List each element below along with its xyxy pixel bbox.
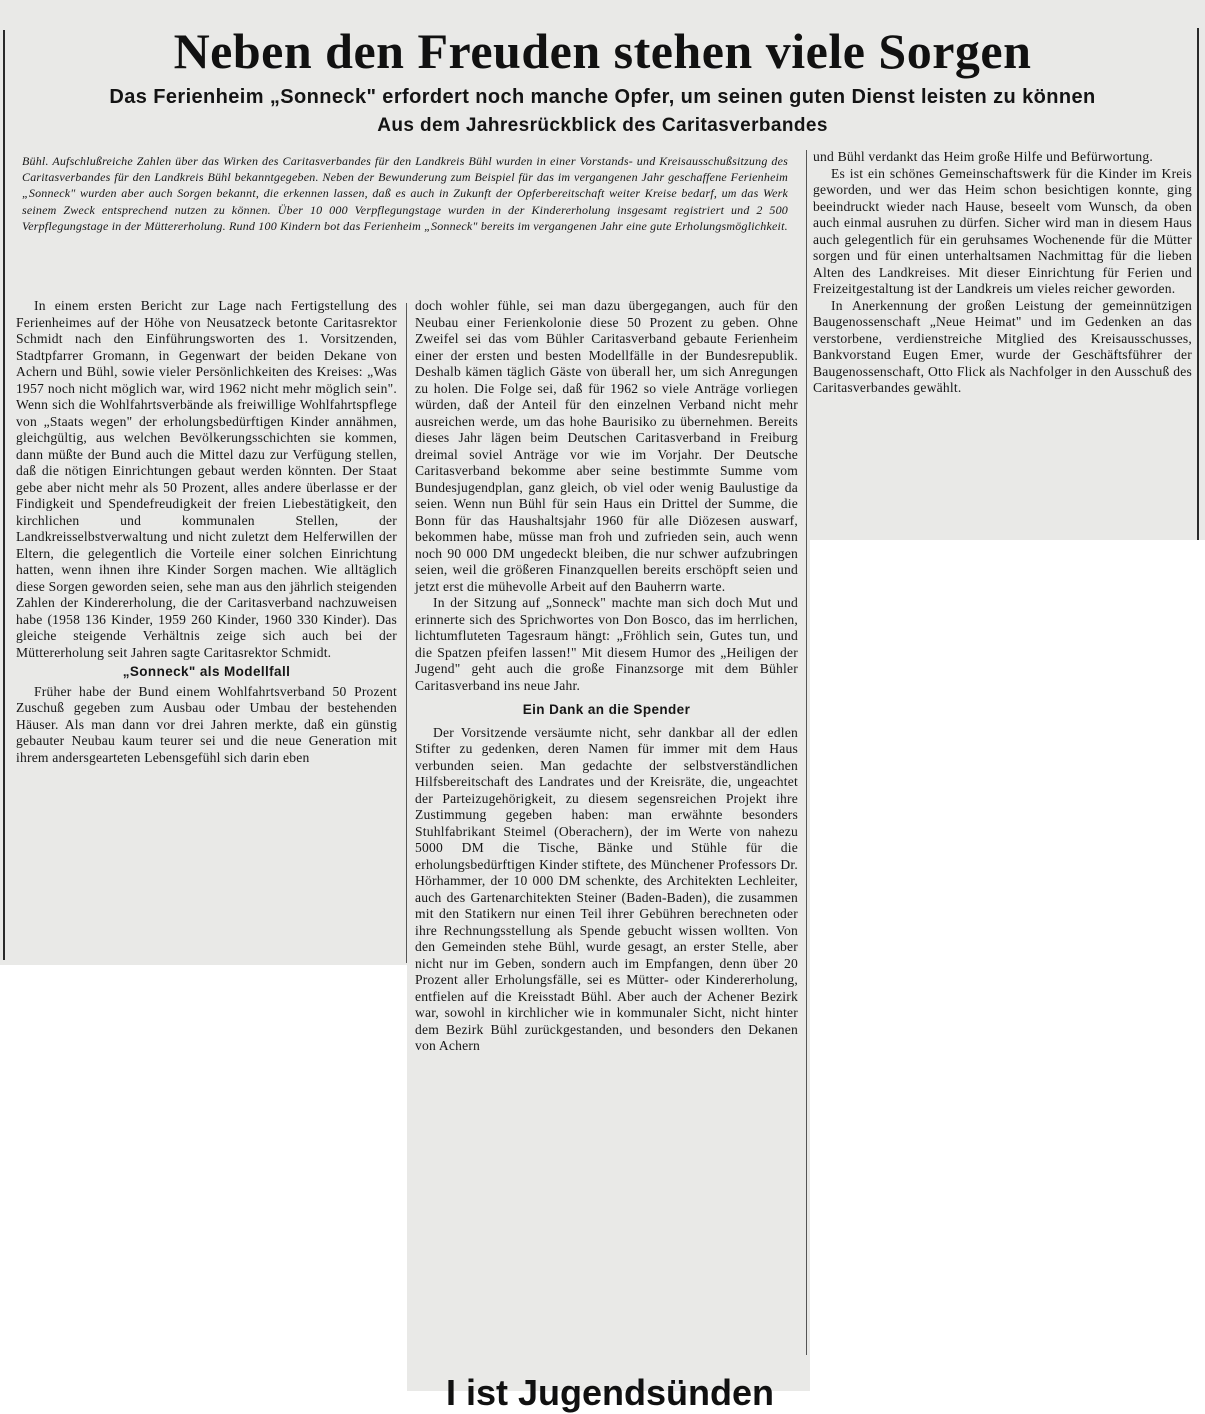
column-2-subhead: Ein Dank an die Spender — [522, 702, 691, 717]
left-border-rule — [3, 30, 5, 960]
column-2 — [415, 298, 798, 1358]
column-3-paragraph-3: In Anerkennung der großen Leistung der gemeinnützigen Baugenossenschaft „Neue Heimat" und im Gedenken an das verstorbene, verdienstreiche Mitglied des Kreisausschusses, Bankvorstand Eugen Emer, wurde der Geschäftsführer der Baugenossenschaft, Otto Flick als Nachfolger in den Ausschuß des Caritasverbandes gewählt. — [813, 297, 1192, 395]
next-article-headline-fragment — [410, 1368, 810, 1413]
article-headline: Neben den Freuden stehen viele Sorgen — [173, 23, 1032, 79]
column-3 — [813, 149, 1192, 534]
column-2-paragraph-3: Der Vorsitzende versäumte nicht, sehr dankbar all der edlen Stifter zu gedenken, deren Namen für immer mit dem Haus verbunden seien. Man gedachte der selbstverständlichen Hilfsbereitschaft des Landrates und der Kreisräte, die, ungeachtet der Parteizugehörigkeit, zu diesem segensreichen Projekt ihre Zustimmung gegeben haben: man erwähnte besonders Stuhlfabrikant Steimel (Oberachern), der im Werte von nahezu 5000 DM die Tische, Bänke und Stühle für die erholungsbedürftigen Kinder stiftete, des Münchener Professors Dr. Hörhammer, der 10 000 DM schenkte, des Architekten Lechleiter, auch des Gartenarchitekten Steiner (Baden-Baden), die zusammen mit den Statikern nur einen Teil ihrer Gebühren berechneten oder ihre Rechnungsstellung als Spende gebucht wissen wollten. Von den Gemeinden stehe Bühl, wurde gesagt, an erster Stelle, aber nicht nur im Geben, sondern auch im Empfangen, denn über 20 Prozent aller Erholungsfälle, sei es Mütter- oder Kindererholung, entfielen auf die Kreisstadt Bühl. Aber auch der Achener Bezirk war, sowohl in kirchlicher wie in kommunaler Sicht, nicht hinter dem Bezirk Bühl zurückgestanden, und besonders den Dekanen von Achern — [415, 724, 798, 1053]
next-article-headline-text: I ist Jugendsünden — [445, 1372, 775, 1413]
column-1 — [16, 298, 397, 958]
column-divider-1 — [406, 303, 407, 963]
article-subheadline: Das Ferienheim „Sonneck" erfordert noch manche Opfer, um seinen guten Dienst leisten zu können — [109, 86, 1096, 108]
column-1-paragraph-1: In einem ersten Bericht zur Lage nach Fertigstellung des Ferienheimes auf der Höhe von Neusatzeck betonte Caritasrektor Schmidt nach den Einführungsworten des 1. Vorsitzenden, Stadtpfarrer Gromann, in Gegenwart der beiden Dekane von Achern und Bühl, sowie vieler Persönlichkeiten des Kreises: „Was 1957 noch nicht möglich war, wird 1962 nicht mehr möglich sein". Wenn sich die Wohlfahrtsverbände als freiwillige Wohlfahrtspflege von „Staats wegen" der erholungsbedürftigen Kinder annähmen, gleichgültig, aus welchen Bevölkerungsschichten sie kommen, dann müßte der Bund auch die Mittel dazu zur Verfügung stellen, daß die nötigen Einrichtungen gebaut werden könnten. Der Staat gebe aber nicht mehr als 50 Prozent, alles andere überlasse er der Findigkeit und Spendefreudigkeit der freien Liebestätigkeit, den kirchlichen und kommunalen Stellen, der Landkreisselbstverwaltung und nicht zuletzt dem Helferwillen der Eltern, die gelegentlich die Vorteile einer solchen Einrichtung hatten, wenn ihnen ihre Kinder Sorgen machen. Wie alltäglich diese Sorgen geworden seien, sehe man aus den jährlich steigenden Zahlen der Kindererholung, die der Caritasverband nachzuweisen habe (1958 136 Kinder, 1959 260 Kinder, 1960 330 Kinder). Das gleiche steigende Verhältnis zeige sich auch bei der Müttererholung seit Jahren sagte Caritasrektor Schmidt. — [16, 298, 397, 660]
article-intro: Bühl. Aufschlußreiche Zahlen über das Wirken des Caritasverbandes für den Landkreis Bühl wurden in einer Vorstands- und Kreisausschußsitzung des Caritasverbandes für den Landkreis Bühl bekanntgegeben. Neben der Bewunderung zum Beispiel für das im vergangenen Jahr geschaffene Ferienheim „Sonneck" wurden aber auch Sorgen bekannt, die erkennen lassen, daß es auch in Zukunft der Opferbereitschaft weiter Kreise bedarf, um das Werk seinem Zweck entsprechend nutzen zu können. Über 10 000 Verpflegungstage wurden in der Kindererholung insgesamt registriert und 2 500 Verpflegungstage in der Müttererholung. Rund 100 Kindern bot das Ferienheim „Sonneck" bereits im vergangenen Jahr eine gute Erholungsmöglichkeit. — [22, 154, 788, 233]
column-2-paragraph-1: doch wohler fühle, sei man dazu übergegangen, auch für den Neubau einer Ferienkolonie diese 50 Prozent zu geben. Ohne Zweifel sei das vom Bühler Caritasverband gebaute Ferienheim einer der ersten und besten Modellfälle in der Bundesrepublik. Deshalb kämen täglich Gäste von überall her, um sich Anregungen zu holen. Die Folge sei, daß für 1962 so viele Anträge vorliegen würden, daß der Anteil für den einzelnen Verband nicht mehr ausreichen werde, um das hohe Baurisiko zu übernehmen. Bereits dieses Jahr lägen beim Deutschen Caritasverband in Freiburg dreimal soviel Anträge vor wie im Vorjahr. Der Deutsche Caritasverband bekomme aber seine bestimmte Summe vom Bundesjugendplan, ganz gleich, ob viel oder wenig Baulustige da seien. Wenn nun Bühl für sein Haus ein Drittel der Summe, die Bonn für das Haushaltsjahr 1960 für alle Diözesen auswarf, bekommen habe, müsse man froh und zufrieden sein, auch wenn noch 90 000 DM ungedeckt bleiben, die nur schwer aufzubringen seien, weil die größeren Finanzquellen bereits erschöpft seien und jetzt erst die mühevolle Arbeit auf den Bauherrn warte. — [415, 298, 798, 594]
column-3-paragraph-2: Es ist ein schönes Gemeinschaftswerk für die Kinder im Kreis geworden, und wer das Heim schon besichtigen konnte, ging beeindruckt wieder nach Hause, beseelt vom Wunsch, da oben auch einmal ausruhen zu dürfen. Sicher wird man in diesem Haus auch gelegentlich für ein geruhsames Wochenende für die Mütter sorgen und für einen unterhaltsamen Nachmittag für die lieben Alten des Landkreises. Mit dieser Einrichtung für Ferien und Freizeitgestaltung ist der Landkreis um vieles reicher geworden. — [813, 165, 1192, 296]
column-divider-2 — [806, 150, 807, 1355]
article-subheadline-2: Aus dem Jahresrückblick des Caritasverbandes — [377, 115, 828, 136]
column-1-subhead: „Sonneck" als Modellfall — [122, 664, 291, 679]
column-2-paragraph-2: In der Sitzung auf „Sonneck" machte man sich doch Mut und erinnerte sich des Sprichwortes von Don Bosco, das im herrlichen, lichtumfluteten Tagesraum hängt: „Fröhlich sein, Gutes tun, und die Spatzen pfeifen lassen!" Mit diesem Humor des „Heiligen der Jugend" geht auch die große Finanzsorge mit dem Bühler Caritasverband ins neue Jahr. — [415, 595, 798, 693]
column-3-paragraph-1: und Bühl verdankt das Heim große Hilfe und Befürwortung. — [813, 149, 1154, 164]
column-1-paragraph-2: Früher habe der Bund einem Wohlfahrtsverband 50 Prozent Zuschuß gegeben zum Ausbau oder Umbau der bestehenden Häuser. Als man dann vor drei Jahren merkte, daß ein günstig gebauter Neubau kaum teurer sei und die neue Generation mit ihrem andersgearteten Lebensgefühl sich darin eben — [16, 683, 397, 765]
